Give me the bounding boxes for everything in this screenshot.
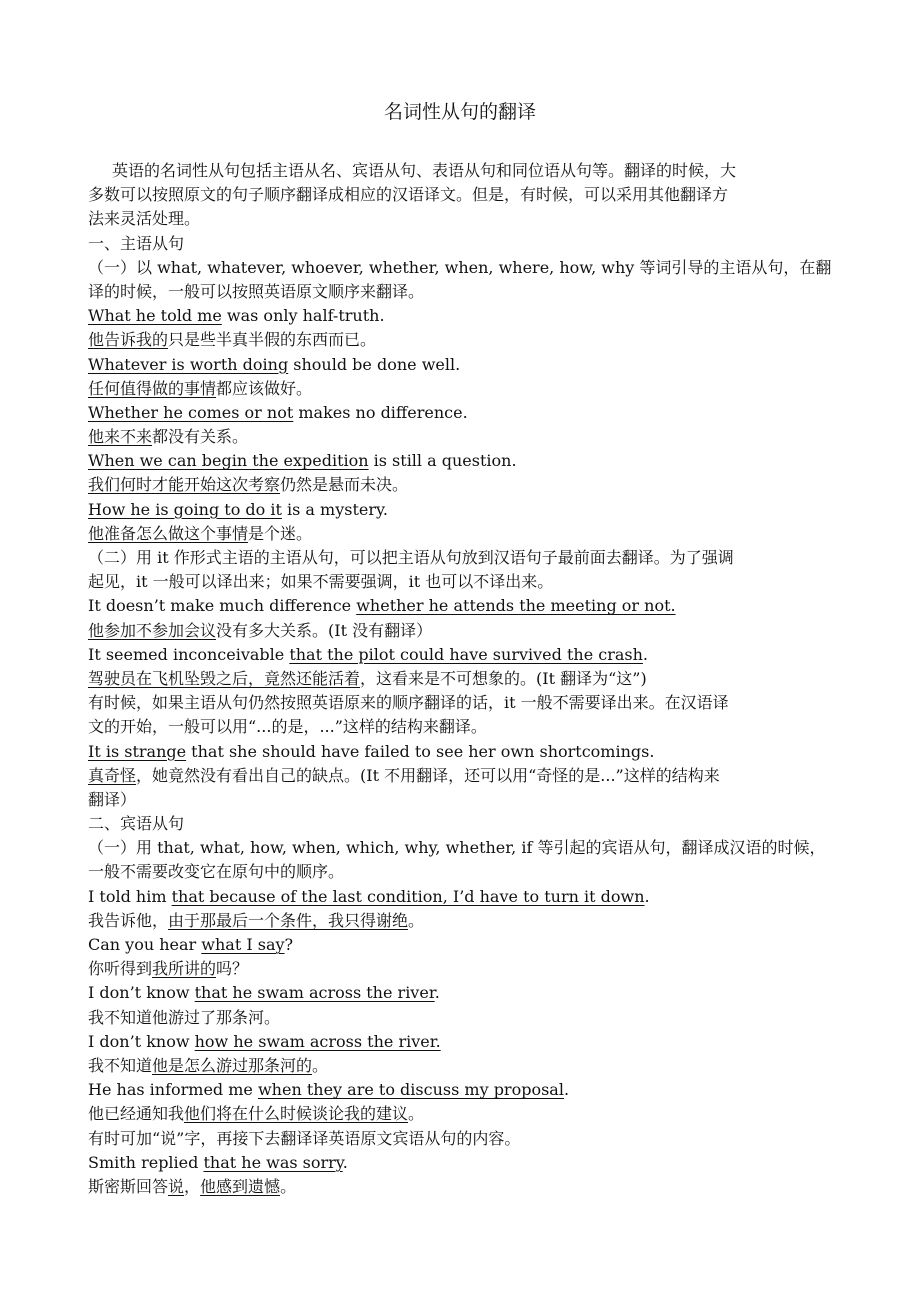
text-segment: Can you hear <box>88 935 202 954</box>
text-line <box>88 473 836 497</box>
underlined-segment: 他告诉我的 <box>88 330 169 350</box>
text-segment: （二）用 it 作形式主语的主语从句，可以把主语从句放到汉语句子最前面去翻译。为了强调 <box>88 548 734 567</box>
text-segment: 法来灵活处理。 <box>88 209 201 229</box>
underlined-segment: 我所讲的 <box>152 959 217 979</box>
text-line <box>88 546 836 570</box>
text-segment: 吗？ <box>216 959 249 979</box>
underlined-segment: how he swam across the river. <box>194 1031 441 1051</box>
text-segment: 多数可以按照原文的句子顺序翻译成相应的汉语译文。但是，有时候，可以采用其他翻译方 <box>88 185 729 205</box>
text-line <box>88 740 836 764</box>
text-line <box>88 1078 836 1102</box>
text-line <box>88 498 836 522</box>
text-segment: should be done well. <box>288 354 461 374</box>
underlined-segment: It is strange <box>88 741 187 761</box>
text-line <box>88 159 836 183</box>
underlined-segment: 他准备怎么做这个事情 <box>88 523 249 543</box>
underlined-segment: 他感到遗憾 <box>200 1176 281 1196</box>
underlined-segment: 驾驶员在飞机坠毁之后，竟然还能活着 <box>88 668 361 688</box>
text-segment: 。 <box>312 1055 329 1075</box>
underlined-segment: what I say <box>201 935 285 954</box>
text-line <box>88 449 836 473</box>
text-line <box>88 522 836 546</box>
text-segment: 。 <box>408 1104 425 1124</box>
text-line <box>88 691 836 715</box>
text-line <box>88 860 836 884</box>
text-line <box>88 957 836 981</box>
text-line <box>88 1127 836 1151</box>
text-line <box>88 232 836 256</box>
text-line <box>88 812 836 836</box>
text-segment: . <box>644 886 650 906</box>
underlined-segment: 他们将在什么时候谈论我的建议 <box>184 1104 409 1124</box>
text-segment: 有时候，如果主语从句仍然按照英语原来的顺序翻译的话，it 一般不需要译出来。在汉语译 <box>88 693 729 713</box>
text-segment: 。 <box>280 1176 297 1196</box>
text-line <box>88 1151 836 1175</box>
text-segment: ? <box>284 935 294 954</box>
underlined-segment: that because of the last condition, I’d have to turn it down <box>171 886 645 906</box>
text-segment: 我不知道 <box>88 1055 153 1075</box>
text-line <box>88 667 836 691</box>
text-segment: makes no difference. <box>293 402 468 422</box>
text-segment: . <box>563 1080 570 1100</box>
text-segment: 都应该做好。 <box>216 378 313 398</box>
text-segment: 起见，it 一般可以译出来；如果不需要强调，it 也可以不译出来。 <box>88 572 554 592</box>
underlined-segment: 他是怎么游过那条河的 <box>152 1055 313 1075</box>
text-line <box>88 1054 836 1078</box>
text-segment: ，她竟然没有看出自己的缺点。(It 不用翻译，还可以用“奇怪的是...”这样的结构来 <box>136 765 720 785</box>
text-line <box>88 715 836 739</box>
text-line <box>88 1030 836 1054</box>
text-line <box>88 401 836 425</box>
text-segment: It seemed inconceivable <box>88 644 290 664</box>
underlined-segment: When we can begin the expedition <box>88 451 369 471</box>
underlined-segment: How he is going to do it <box>88 499 282 519</box>
text-segment: 文的开始，一般可以用“...的是，...”这样的结构来翻译。 <box>88 717 487 737</box>
text-segment: 我告诉他， <box>88 910 169 930</box>
underlined-segment: Whether he comes or not <box>88 402 294 422</box>
text-line <box>88 570 836 594</box>
text-line <box>88 425 836 449</box>
text-segment: 二、宾语从句 <box>88 814 185 834</box>
underlined-segment: 他参加不参加会议 <box>88 620 217 640</box>
text-segment: . <box>642 644 648 664</box>
text-segment: was only half-truth. <box>221 306 385 326</box>
underlined-segment: Whatever is worth doing <box>88 354 289 374</box>
text-line <box>88 885 836 909</box>
text-line <box>88 280 836 304</box>
text-line <box>88 304 836 328</box>
text-line <box>88 1175 836 1199</box>
text-line <box>88 836 836 860</box>
text-segment: 译的时候，一般可以按照英语原文顺序来翻译。 <box>88 281 425 301</box>
text-segment: ， <box>184 1176 201 1196</box>
text-line <box>88 764 836 788</box>
text-segment: that she should have failed to see her own shortcomings. <box>186 741 655 761</box>
underlined-segment: when they are to discuss my proposal <box>257 1080 564 1100</box>
underlined-segment: whether he attends the meeting or not. <box>356 596 676 616</box>
text-segment: ，这看来是不可想象的。(It 翻译为“这”) <box>360 668 647 688</box>
text-line <box>88 183 836 207</box>
text-segment: Smith replied <box>88 1152 204 1172</box>
text-segment: 仍然是悬而未决。 <box>280 475 409 495</box>
text-segment: 一般不需要改变它在原句中的顺序。 <box>88 862 345 882</box>
text-segment: I don’t know <box>88 1031 195 1051</box>
text-segment: is a mystery. <box>281 499 389 519</box>
document-body <box>88 159 836 1199</box>
underlined-segment: that he swam across the river <box>194 983 435 1003</box>
underlined-segment: 他来不来 <box>88 427 153 447</box>
text-segment: （一）用 that, what, how, when, which, why, whether, if 等引起的宾语从句，翻译成汉语的时候， <box>88 838 826 858</box>
underlined-segment: What he told me <box>88 306 222 326</box>
text-segment: 没有多大关系。(It 没有翻译） <box>216 620 433 640</box>
text-line <box>88 909 836 933</box>
text-line <box>88 328 836 352</box>
document-title: 名词性从句的翻译 <box>383 101 536 123</box>
underlined-segment: that he was sorry <box>203 1152 343 1172</box>
text-line <box>88 619 836 643</box>
text-line <box>88 377 836 401</box>
text-segment: . <box>434 983 440 1003</box>
text-segment: 都没有关系。 <box>152 427 249 447</box>
text-line <box>88 981 836 1005</box>
underlined-segment: 任何值得做的事情 <box>88 378 217 398</box>
text-segment: 翻译） <box>88 789 137 809</box>
text-line <box>88 1102 836 1126</box>
text-segment: 有时可加“说”字，再接下去翻译译英语原文宾语从句的内容。 <box>88 1128 521 1148</box>
underlined-segment: 真奇怪 <box>88 765 137 785</box>
underlined-segment: 说 <box>168 1176 185 1196</box>
text-segment: He has informed me <box>88 1080 258 1100</box>
text-segment: 你听得到 <box>88 959 153 979</box>
text-segment: （一）以 what, whatever, whoever, whether, when, where, how, why 等词引导的主语从句，在翻 <box>88 257 832 277</box>
text-segment: 一、主语从句 <box>88 233 185 253</box>
text-segment: I told him <box>88 886 172 906</box>
text-segment: 我不知道他游过了那条河。 <box>88 1007 281 1027</box>
text-segment: 他已经通知我 <box>88 1104 185 1124</box>
text-line <box>88 594 836 618</box>
text-line <box>88 207 836 231</box>
text-segment: 只是些半真半假的东西而已。 <box>168 330 377 350</box>
text-line <box>88 256 836 280</box>
text-line <box>88 1006 836 1030</box>
text-segment: is still a question. <box>368 451 517 471</box>
text-segment: 。 <box>408 910 425 930</box>
underlined-segment: that the pilot could have survived the crash <box>289 644 643 664</box>
text-line <box>88 788 836 812</box>
text-segment: 英语的名词性从句包括主语从名、宾语从句、表语从句和同位语从句等。翻译的时候，大 <box>112 161 737 180</box>
text-segment: . <box>342 1152 348 1172</box>
text-segment: It doesn’t make much difference <box>88 596 357 616</box>
text-line <box>88 933 836 957</box>
text-segment: I don’t know <box>88 983 195 1003</box>
underlined-segment: 我们何时才能开始这次考察 <box>88 475 281 495</box>
text-line <box>88 353 836 377</box>
underlined-segment: 由于那最后一个条件，我只得谢绝 <box>168 910 409 930</box>
text-line <box>88 643 836 667</box>
text-segment: 是个迷。 <box>248 523 313 543</box>
text-segment: 斯密斯回答 <box>88 1176 169 1196</box>
